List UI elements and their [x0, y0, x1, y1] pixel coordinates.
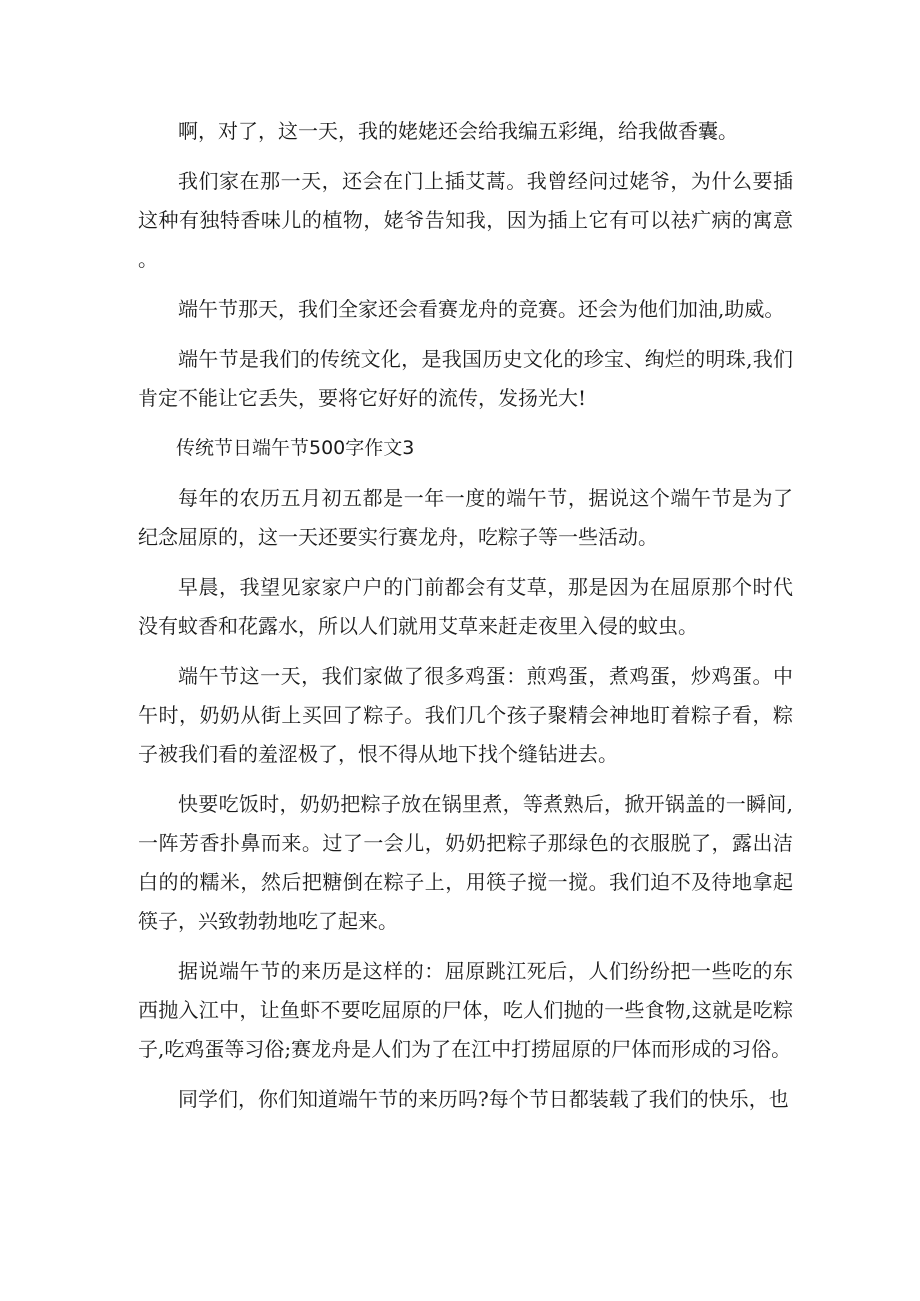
paragraph-5: 每年的农历五月初五都是一年一度的端午节，据说这个端午节是为了纪念屈原的，这一天还要实行赛龙舟，吃粽子等一些活动。 — [138, 486, 793, 549]
paragraph-9: 据说端午节的来历是这样的：屈原跳江死后，人们纷纷把一些吃的东西抛入江中，让鱼虾不要吃屈原的尸体，吃人们抛的一些食物,这就是吃粽子,吃鸡蛋等习俗;赛龙舟是人们为了在江中打捞屈原的尸体而形成的习俗。 — [138, 959, 793, 1061]
paragraph-3: 端午节那天，我们全家还会看赛龙舟的竞赛。还会为他们加油,助威。 — [178, 297, 785, 321]
paragraph-7: 端午节这一天，我们家做了很多鸡蛋：煎鸡蛋，煮鸡蛋，炒鸡蛋。中午时，奶奶从街上买回了粽子。我们几个孩子聚精会神地盯着粽子看，粽子被我们看的羞涩极了，恨不得从地下找个缝钻进去。 — [138, 664, 793, 766]
section-heading: 传统节日端午节500字作文3 — [176, 437, 415, 459]
paragraph-1: 啊，对了，这一天，我的姥姥还会给我编五彩绳，给我做香囊。 — [178, 119, 738, 143]
paragraph-4: 端午节是我们的传统文化，是我国历史文化的珍宝、绚烂的明珠,我们肯定不能让它丢失，要将它好好的流传，发扬光大! — [138, 347, 793, 410]
paragraph-8: 快要吃饭时，奶奶把粽子放在锅里煮，等煮熟后，掀开锅盖的一瞬间,一阵芳香扑鼻而来。过了一会儿，奶奶把粽子那绿色的衣服脱了，露出洁白的的糯米，然后把糖倒在粽子上，用筷子搅一搅。我们迫不及待地拿起筷子，兴致勃勃地吃了起来。 — [138, 792, 793, 933]
paragraph-10: 同学们，你们知道端午节的来历吗?每个节日都装载了我们的快乐，也 — [178, 1087, 789, 1111]
paragraph-6: 早晨，我望见家家户户的门前都会有艾草，那是因为在屈原那个时代没有蚊香和花露水，所以人们就用艾草来赶走夜里入侵的蚊虫。 — [138, 575, 793, 638]
document-body — [138, 112, 793, 1130]
paragraph-2: 我们家在那一天，还会在门上插艾蒿。我曾经问过姥爷，为什么要插这种有独特香味儿的植物，姥爷告知我，因为插上它有可以祛疒病的寓意。 — [138, 169, 793, 271]
